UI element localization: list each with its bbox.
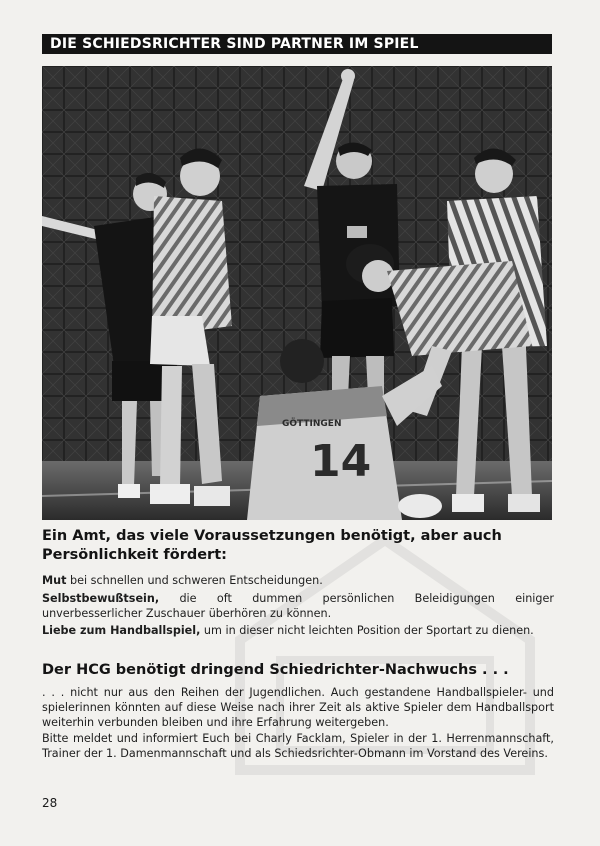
recruitment-paragraph: . . . nicht nur aus den Reihen der Jugendlichen. Auch gestandene Handballspieler- und spielerinnen könnten auf diese Weise nach ihrer Zeit als aktive Spieler dem Handballsport weiterhin verbunden bleiben und ihre Erfahrung weitergeben. [42,686,554,729]
section-banner: DIE SCHIEDSRICHTER SIND PARTNER IM SPIEL [42,34,552,54]
requirement-courage-term: Mut [42,574,67,587]
requirement-self-confidence [42,591,554,621]
handball-photo [42,66,552,520]
section-heading-recruitment: Der HCG benötigt dringend Schiedrichter-Nachwuchs . . . [42,662,509,678]
requirement-self-confidence-text: die oft dummen persönlichen Beleidigungen einiger unverbesserlicher Zuschauer überhören zu können. [42,592,554,620]
section-heading-requirements: Ein Amt, das viele Voraussetzungen benötigt, aber auch Persönlichkeit fördert: [42,528,502,563]
requirement-self-confidence-term: Selbstbewußtsein, [42,592,160,605]
jersey-number: 14 [310,436,372,487]
page-number: 28 [42,796,58,810]
requirement-love-text: um in dieser nicht leichten Position der Sportart zu dienen. [200,624,534,637]
requirement-courage-text: bei schnellen und schweren Entscheidungen. [66,574,323,587]
requirement-love-of-handball [42,623,554,638]
requirement-courage [42,573,554,588]
jersey-text: GÖTTINGEN [282,419,342,429]
contact-paragraph: Bitte meldet und informiert Euch bei Charly Facklam, Spieler in der 1. Herrenmannschaft, Trainer der 1. Damenmannschaft und als Schiedsrichter-Obmann im Vorstand des Vereins. [42,732,554,760]
requirement-love-term: Liebe zum Handballspiel, [42,624,201,637]
